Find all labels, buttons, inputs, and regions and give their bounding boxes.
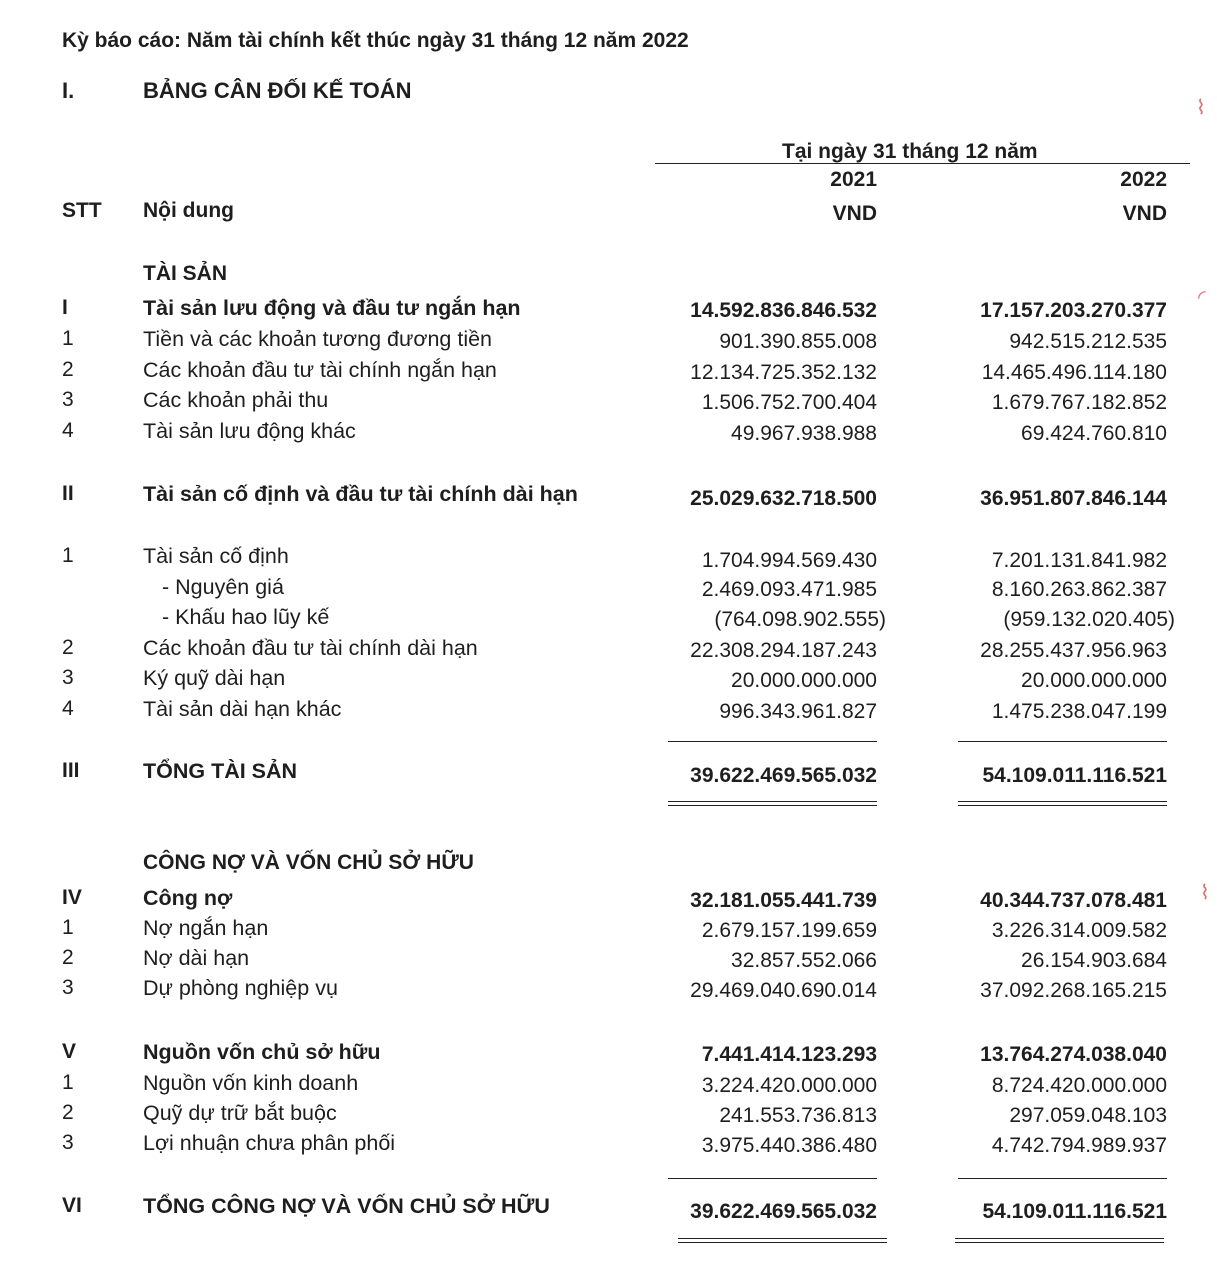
table-row	[0, 759, 1217, 785]
table-row	[0, 482, 1217, 508]
row-label: Quỹ dự trữ bắt buộc	[143, 1101, 337, 1125]
row-value-2021: (764.098.902.555)	[714, 608, 886, 631]
row-label: Các khoản đầu tư tài chính ngắn hạn	[143, 358, 497, 382]
row-stt: III	[62, 759, 80, 782]
table-row	[0, 1101, 1217, 1127]
row-value-2022: 8.160.263.862.387	[991, 578, 1167, 601]
table-row	[0, 419, 1217, 445]
currency-2022-header: VND	[1122, 202, 1167, 225]
row-value-2021: 7.441.414.123.293	[701, 1043, 877, 1066]
row-stt: 1	[62, 327, 74, 350]
table-row	[0, 636, 1217, 662]
row-label: TỔNG TÀI SẢN	[143, 759, 298, 783]
row-stt: 1	[62, 1071, 74, 1094]
table-row	[0, 544, 1217, 570]
row-value-2022: 20.000.000.000	[1021, 669, 1167, 692]
row-stt: I	[62, 296, 68, 319]
row-stt: 2	[62, 636, 74, 659]
stamp-fragment: ⌇	[1200, 880, 1210, 904]
row-label: Nợ ngắn hạn	[143, 916, 269, 940]
row-value-2021: 49.967.938.988	[731, 422, 877, 445]
row-label: Dự phòng nghiệp vụ	[143, 976, 338, 1000]
row-value-2021: 1.704.994.569.430	[701, 549, 877, 572]
content-column-header: Nội dung	[143, 199, 234, 222]
row-value-2022: 54.109.011.116.521	[982, 764, 1167, 787]
row-value-2021: 22.308.294.187.243	[690, 639, 877, 662]
row-value-2021: 3.975.440.386.480	[701, 1134, 877, 1157]
row-value-2022: 1.679.767.182.852	[991, 391, 1167, 414]
row-label: Nguồn vốn kinh doanh	[143, 1071, 359, 1095]
row-value-2021: 1.506.752.700.404	[701, 391, 877, 414]
table-row	[0, 697, 1217, 723]
row-value-2021: 39.622.469.565.032	[690, 764, 877, 787]
row-value-2022: 4.742.794.989.937	[991, 1134, 1167, 1157]
row-value-2021: 25.029.632.718.500	[690, 487, 877, 510]
row-value-2022: 54.109.011.116.521	[982, 1200, 1167, 1223]
table-row	[0, 605, 1217, 631]
row-stt: V	[62, 1040, 77, 1063]
row-stt: IV	[62, 886, 82, 909]
row-stt: 1	[62, 544, 74, 567]
row-label: Các khoản phải thu	[143, 388, 329, 412]
section-title: BẢNG CÂN ĐỐI KẾ TOÁN	[143, 78, 412, 103]
total-double-line-2021	[678, 1238, 887, 1243]
row-stt: VI	[62, 1194, 82, 1217]
row-label: Tiền và các khoản tương đương tiền	[143, 327, 493, 351]
date-caption: Tại ngày 31 tháng 12 năm	[782, 140, 1038, 163]
row-stt: 3	[62, 976, 74, 999]
row-stt: 3	[62, 1131, 74, 1154]
subtotal-line-2021	[668, 741, 877, 742]
row-value-2021: 32.857.552.066	[731, 949, 877, 972]
row-label: Ký quỹ dài hạn	[143, 666, 286, 690]
row-value-2022: (959.132.020.405)	[1003, 608, 1175, 631]
row-value-2022: 297.059.048.103	[1009, 1104, 1167, 1127]
row-stt: 3	[62, 388, 74, 411]
row-value-2022: 69.424.760.810	[1021, 422, 1167, 445]
row-label: Tài sản cố định	[143, 544, 289, 568]
table-row	[0, 575, 1217, 601]
row-value-2022: 40.344.737.078.481	[980, 889, 1167, 912]
report-period: Kỳ báo cáo: Năm tài chính kết thúc ngày 31 tháng 12 năm 2022	[62, 29, 689, 52]
row-value-2021: 12.134.725.352.132	[690, 361, 877, 384]
row-value-2021: 996.343.961.827	[719, 700, 877, 723]
row-value-2021: 241.553.736.813	[719, 1104, 877, 1127]
row-value-2021: 901.390.855.008	[719, 330, 877, 353]
currency-2021-header: VND	[832, 202, 877, 225]
row-stt: 4	[62, 419, 74, 442]
row-stt: 2	[62, 946, 74, 969]
table-row	[0, 916, 1217, 942]
year-2022-header: 2022	[1120, 168, 1167, 191]
row-value-2021: 2.469.093.471.985	[701, 578, 877, 601]
table-row	[0, 388, 1217, 414]
subtotal-line-2022	[958, 741, 1167, 742]
row-value-2022: 13.764.274.038.040	[980, 1043, 1167, 1066]
table-row	[0, 1194, 1217, 1223]
group-heading-assets: TÀI SẢN	[143, 262, 227, 285]
stamp-fragment: ⌇	[1196, 95, 1206, 119]
row-stt: 2	[62, 1101, 74, 1124]
row-value-2022: 36.951.807.846.144	[980, 487, 1167, 510]
row-label: Tài sản lưu động khác	[143, 419, 356, 443]
row-value-2022: 942.515.212.535	[1009, 330, 1167, 353]
row-label: Tài sản cố định và đầu tư tài chính dài hạn	[143, 482, 578, 506]
row-value-2022: 17.157.203.270.377	[980, 299, 1167, 322]
row-value-2021: 20.000.000.000	[731, 669, 877, 692]
row-label: Công nợ	[143, 886, 233, 910]
subtotal-line-2022	[958, 1178, 1167, 1179]
row-value-2022: 1.475.238.047.199	[991, 700, 1167, 723]
row-label: - Nguyên giá	[162, 575, 284, 599]
total-double-line-2021	[668, 801, 877, 806]
table-row	[0, 976, 1217, 1002]
row-value-2022: 37.092.268.165.215	[980, 979, 1167, 1002]
row-stt: 2	[62, 358, 74, 381]
row-label: Nguồn vốn chủ sở hữu	[143, 1040, 381, 1064]
row-value-2022: 28.255.437.956.963	[980, 639, 1167, 662]
section-number: I.	[62, 78, 75, 103]
row-value-2021: 39.622.469.565.032	[690, 1200, 877, 1223]
table-row	[0, 358, 1217, 384]
total-double-line-2022	[955, 1238, 1164, 1243]
row-label: - Khấu hao lũy kế	[162, 605, 330, 629]
table-row	[0, 666, 1217, 692]
table-row	[0, 1131, 1217, 1157]
header-divider	[655, 163, 1190, 164]
row-value-2022: 14.465.496.114.180	[981, 361, 1167, 384]
row-stt: 3	[62, 666, 74, 689]
row-stt: 4	[62, 697, 74, 720]
subtotal-line-2021	[668, 1178, 877, 1179]
row-value-2022: 7.201.131.841.982	[991, 549, 1167, 572]
row-value-2021: 3.224.420.000.000	[701, 1074, 877, 1097]
table-row	[0, 327, 1217, 353]
total-double-line-2022	[958, 801, 1167, 806]
stt-column-header: STT	[62, 199, 102, 222]
table-row	[0, 1071, 1217, 1097]
table-row	[0, 1040, 1217, 1066]
row-stt: 1	[62, 916, 74, 939]
row-value-2021: 32.181.055.441.739	[690, 889, 877, 912]
row-value-2022: 3.226.314.009.582	[991, 919, 1167, 942]
row-stt: II	[62, 482, 74, 505]
row-value-2021: 14.592.836.846.532	[690, 299, 877, 322]
row-label: Các khoản đầu tư tài chính dài hạn	[143, 636, 478, 660]
row-value-2021: 29.469.040.690.014	[690, 979, 877, 1002]
group-heading-liabilities-equity: CÔNG NỢ VÀ VỐN CHỦ SỞ HỮU	[143, 851, 474, 874]
row-label: Nợ dài hạn	[143, 946, 250, 970]
year-2021-header: 2021	[830, 168, 877, 191]
row-value-2022: 8.724.420.000.000	[991, 1074, 1167, 1097]
row-label: Lợi nhuận chưa phân phối	[143, 1131, 396, 1155]
row-value-2022: 26.154.903.684	[1021, 949, 1167, 972]
table-row	[0, 296, 1217, 322]
row-value-2021: 2.679.157.199.659	[701, 919, 877, 942]
row-label: TỔNG CÔNG NỢ VÀ VỐN CHỦ SỞ HỮU	[143, 1194, 550, 1218]
table-row	[0, 886, 1217, 912]
stamp-fragment: ◜	[1198, 285, 1206, 309]
row-label: Tài sản dài hạn khác	[143, 697, 342, 721]
row-label: Tài sản lưu động và đầu tư ngắn hạn	[143, 296, 521, 320]
table-row	[0, 946, 1217, 972]
